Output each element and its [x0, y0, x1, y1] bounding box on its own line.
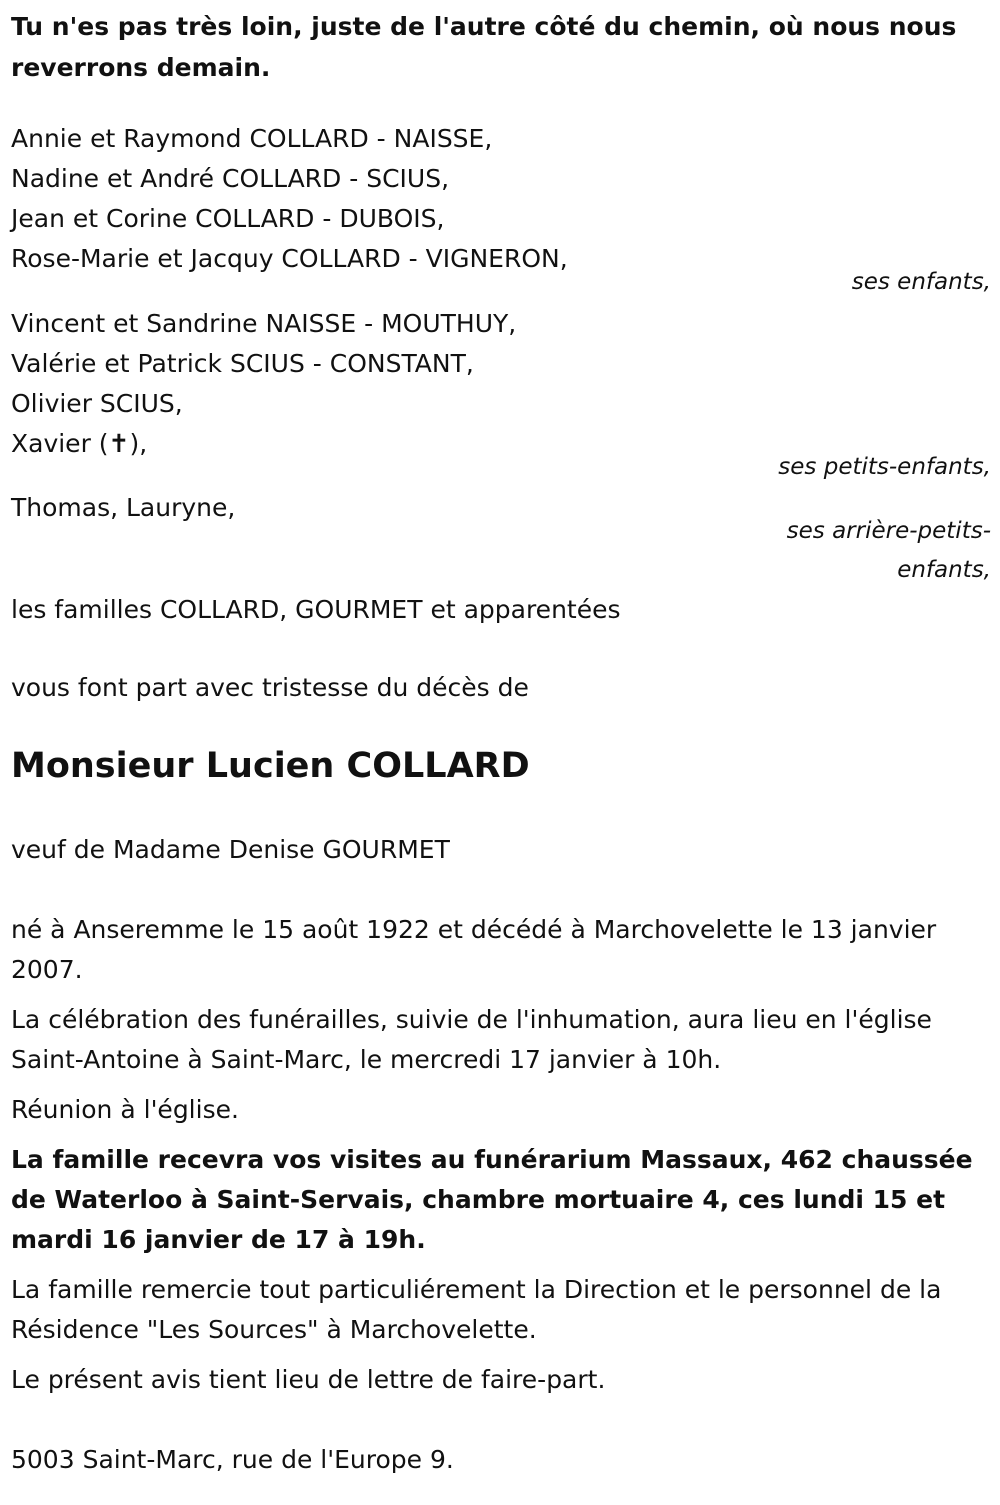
widower-line: veuf de Madame Denise GOURMET	[11, 835, 450, 864]
address-line: 5003 Saint-Marc, rue de l'Europe 9.	[11, 1445, 454, 1474]
great-grandchildren-role-label-1: ses arrière-petits-	[786, 518, 991, 544]
families-line: les familles COLLARD, GOURMET et apparentées	[11, 595, 621, 624]
child-line: Annie et Raymond COLLARD - NAISSE,	[11, 124, 493, 153]
children-role-label: ses enfants,	[851, 269, 991, 295]
great-grandchildren-role-label-2: enfants,	[897, 557, 991, 583]
meeting-paragraph: Réunion à l'église.	[11, 1095, 239, 1124]
grandchildren-role-label: ses petits-enfants,	[778, 454, 991, 480]
great-grandchildren-group	[11, 488, 991, 590]
deceased-name: Monsieur Lucien COLLARD	[11, 746, 530, 786]
thanks-paragraph: La famille remercie tout particuliérement la Direction et le personnel de la Résidence "Les Sources" à Marchovelette.	[11, 1275, 942, 1344]
grandchild-line: Olivier SCIUS,	[11, 389, 183, 418]
child-line: Jean et Corine COLLARD - DUBOIS,	[11, 204, 445, 233]
grandchild-line: Vincent et Sandrine NAISSE - MOUTHUY,	[11, 309, 517, 338]
great-grandchildren-line: Thomas, Lauryne,	[11, 493, 236, 522]
birth-death-paragraph: né à Anseremme le 15 août 1922 et décédé à Marchovelette le 13 janvier 2007.	[11, 915, 937, 984]
epitaph-quote: Tu n'es pas très loin, juste de l'autre côté du chemin, où nous nous reverrons demain.	[11, 12, 957, 82]
child-line: Rose-Marie et Jacquy COLLARD - VIGNERON,	[11, 244, 568, 273]
children-group	[11, 119, 991, 302]
grandchild-line: Valérie et Patrick SCIUS - CONSTANT,	[11, 349, 474, 378]
funeral-paragraph: La célébration des funérailles, suivie de l'inhumation, aura lieu en l'église Saint-Antoine à Saint-Marc, le mercredi 17 janvier à 10h.	[11, 1005, 932, 1074]
visits-paragraph: La famille recevra vos visites au funérarium Massaux, 462 chaussée de Waterloo à Saint-Servais, chambre mortuaire 4, ces lundi 15 et mardi 16 janvier de 17 à 19h.	[11, 1145, 973, 1254]
grandchild-line: Xavier (✝),	[11, 429, 148, 458]
announcement-line: vous font part avec tristesse du décès de	[11, 673, 529, 702]
obituary-notice	[11, 6, 991, 1480]
grandchildren-group	[11, 304, 991, 487]
notice-paragraph: Le présent avis tient lieu de lettre de faire-part.	[11, 1365, 606, 1394]
child-line: Nadine et André COLLARD - SCIUS,	[11, 164, 450, 193]
